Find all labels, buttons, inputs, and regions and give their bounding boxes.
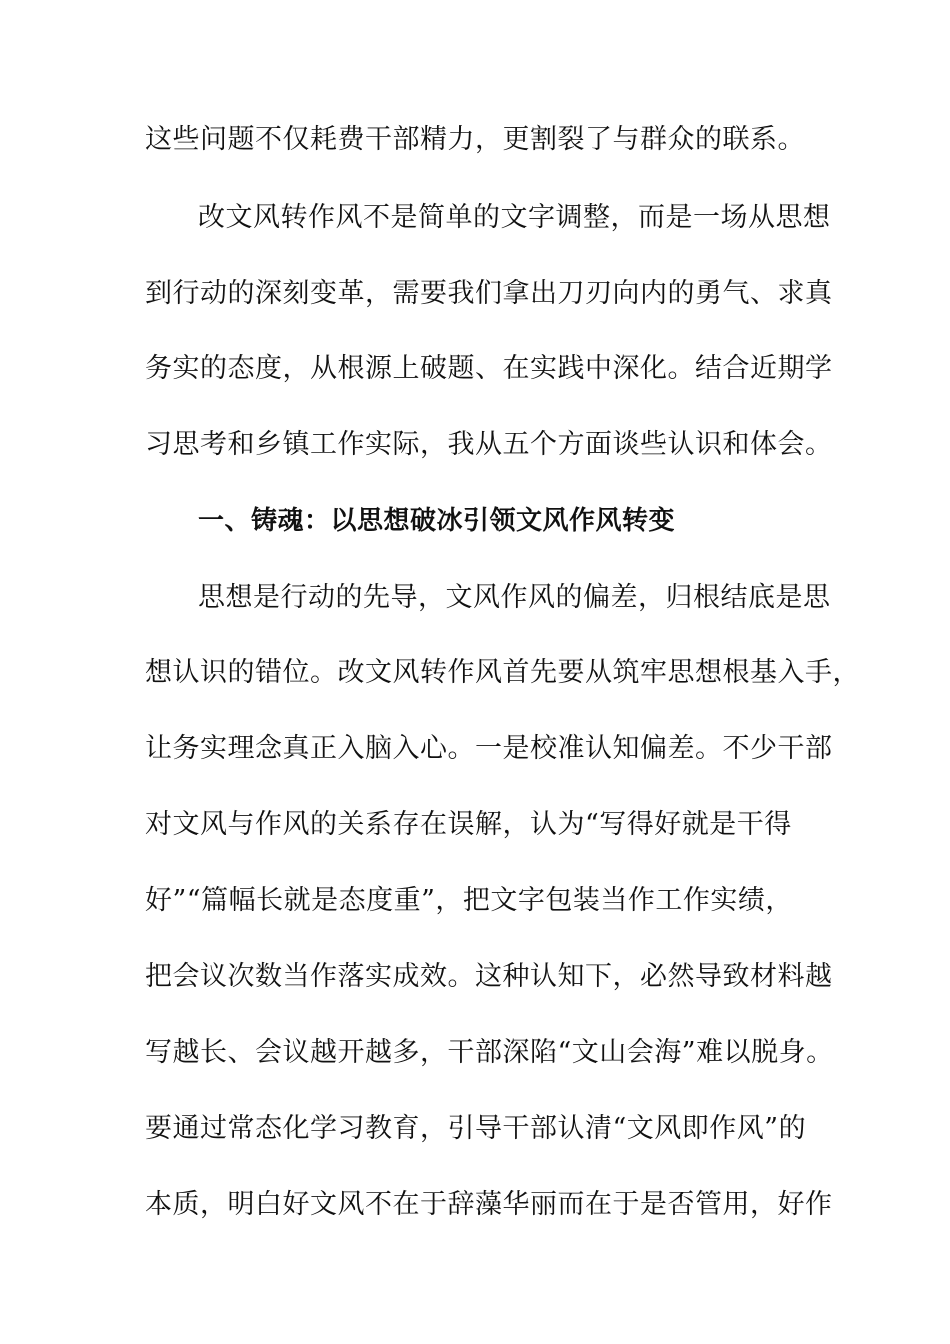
paragraph-line: 让务实理念真正入脑入心。一是校准认知偏差。不少干部 bbox=[145, 733, 833, 764]
paragraph-line: 写越长、会议越开越多，干部深陷“文山会海”难以脱身。 bbox=[145, 1037, 834, 1068]
paragraph-line: 改文风转作风不是简单的文字调整，而是一场从思想 bbox=[198, 202, 831, 233]
paragraph-line: 好”“篇幅长就是态度重”，把文字包装当作工作实绩， bbox=[145, 885, 793, 916]
paragraph-line: 务实的态度，从根源上破题、在实践中深化。结合近期学 bbox=[145, 353, 833, 384]
section-heading: 一、铸魂：以思想破冰引领文风作风转变 bbox=[198, 506, 676, 536]
paragraph-line: 把会议次数当作落实成效。这种认知下，必然导致材料越 bbox=[145, 961, 833, 992]
paragraph-line: 想认识的错位。改文风转作风首先要从筑牢思想根基入手， bbox=[145, 657, 860, 688]
paragraph-line: 本质，明白好文风不在于辞藻华丽而在于是否管用，好作 bbox=[145, 1189, 833, 1220]
paragraph-line: 要通过常态化学习教育，引导干部认清“文风即作风”的 bbox=[145, 1113, 807, 1144]
paragraph-line: 到行动的深刻变革，需要我们拿出刀刃向内的勇气、求真 bbox=[145, 278, 833, 309]
paragraph-line: 思想是行动的先导，文风作风的偏差，归根结底是思 bbox=[198, 582, 831, 613]
paragraph-line: 习思考和乡镇工作实际，我从五个方面谈些认识和体会。 bbox=[145, 429, 833, 460]
paragraph-line: 对文风与作风的关系存在误解，认为“写得好就是干得 bbox=[145, 809, 792, 840]
paragraph-line: 这些问题不仅耗费干部精力，更割裂了与群众的联系。 bbox=[145, 124, 805, 155]
